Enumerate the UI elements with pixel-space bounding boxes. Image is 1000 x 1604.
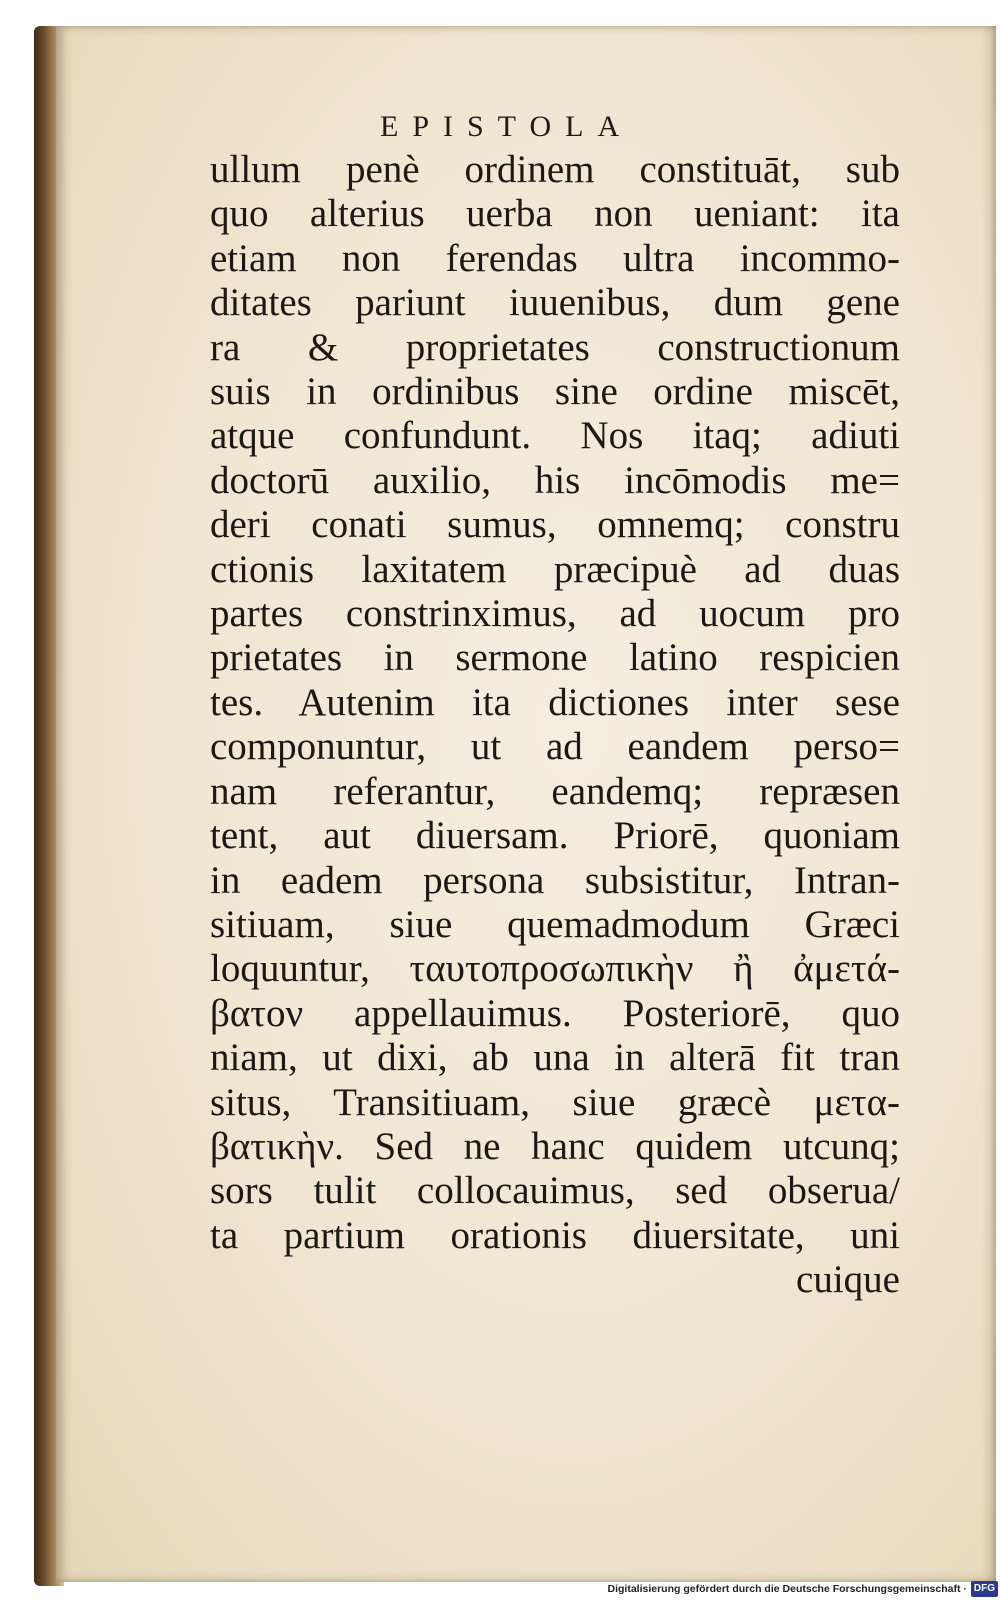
text-line: etiam non ferendas ultra incommo- — [210, 236, 900, 280]
page-edge-shadow — [982, 26, 996, 1582]
text-line: ctionis laxitatem præcipuè ad duas — [210, 547, 900, 591]
text-line: nam referantur, eandemq; repræsen — [210, 769, 900, 813]
text-line: ta partium orationis diuersitate, uni — [210, 1213, 900, 1257]
text-line: quo alterius uerba non ueniant: ita — [210, 192, 900, 236]
text-line: componuntur, ut ad eandem perso= — [210, 725, 900, 769]
running-head: EPISTOLA — [380, 110, 634, 143]
text-line: niam, ut dixi, ab una in alterā fit tran — [210, 1036, 900, 1080]
catchword: cuique — [796, 1258, 900, 1302]
text-line: loquuntur, ταυτοπροσωπικὴν ἢ ἀμετά- — [210, 947, 900, 991]
text-line: situs, Transitiuam, siue græcè μετα- — [210, 1080, 900, 1124]
text-line: ra & proprietates constructionum — [210, 325, 900, 369]
text-line: sitiuam, siue quemadmodum Græci — [210, 902, 900, 946]
text-line: tent, aut diuersam. Priorē, quoniam — [210, 814, 900, 858]
text-line: βατον appellauimus. Posteriorē, quo — [210, 991, 900, 1035]
funding-credit-text: Digitalisierung gefördert durch die Deutsche Forschungsgemeinschaft · — [607, 1583, 967, 1595]
text-line: in eadem persona subsistitur, Intran- — [210, 858, 900, 902]
text-line: βατικὴν. Sed ne hanc quidem utcunq; — [210, 1124, 900, 1168]
text-line: atque confundunt. Nos itaq; adiuti — [210, 414, 900, 458]
text-line: ullum penè ordinem constituāt, sub — [210, 148, 900, 191]
text-line: doctorū auxilio, his incōmodis me= — [210, 458, 900, 502]
text-line: tes. Autenim ita dictiones inter sese — [210, 680, 900, 724]
text-line: suis in ordinibus sine ordine miscēt, — [210, 370, 900, 414]
text-line: partes constrinximus, ad uocum pro — [210, 592, 900, 636]
dfg-logo-icon: DFG — [971, 1581, 998, 1597]
text-line: sors tulit collocauimus, sed obserua/ — [210, 1169, 900, 1213]
text-line: prietates in sermone latino respicien — [210, 636, 900, 680]
text-line: ditates pariunt iuuenibus, dum gene — [210, 281, 900, 325]
funding-footer — [608, 1578, 999, 1600]
page-text-block — [210, 148, 900, 1303]
text-line: deri conati sumus, omnemq; constru — [210, 503, 900, 547]
